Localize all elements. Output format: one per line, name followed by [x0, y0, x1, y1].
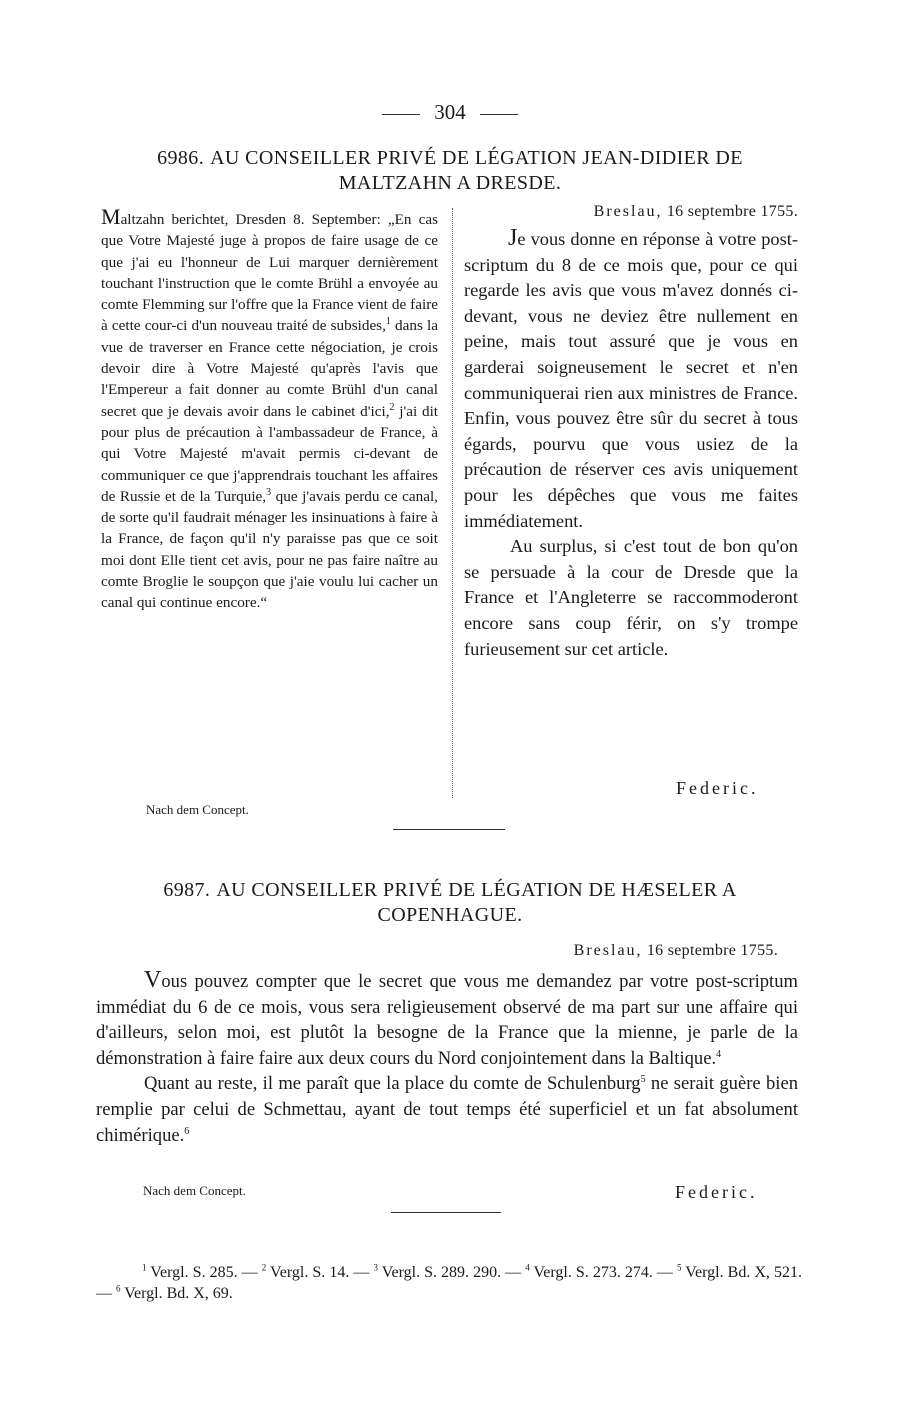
letter-initial: J — [508, 225, 518, 251]
footnote-mark: 6 — [116, 1283, 121, 1294]
signature: Federic. — [675, 1182, 758, 1202]
column-separator — [452, 208, 453, 798]
source-note: Nach dem Concept. — [146, 802, 249, 817]
dateline-place: Breslau, — [593, 203, 663, 220]
letter-heading: AU CONSEILLER PRIVÉ DE LÉGATION JEAN-DIDIER DE MALTZAHN A DRESDE. — [210, 147, 743, 194]
header-dash-right — [480, 114, 518, 115]
paragraph-text: ous pouvez compter que le secret que vous me demandez par votre post-scriptum immédiat du 6 de ce mois, vous sera religieusement observé de ma part sur une affaire qui d'ailleurs, selon moi, est plutôt la besogne de la France que la mienne, je parle de la démonstration à faire faire aux deux cours du Nord conjointement dans la Baltique. — [96, 971, 798, 1069]
footnote-text: Vergl. Bd. X, 521. — — [96, 1264, 802, 1302]
letter-title-6986 — [100, 146, 800, 196]
footnote-mark: 5 — [676, 1262, 682, 1273]
footnote-ref-4: 4 — [716, 1048, 722, 1060]
footnote-text: Vergl. S. 289. 290. — — [377, 1264, 526, 1281]
footnote — [525, 1264, 677, 1281]
paragraph-text: ne serait guère bien remplie par celui de Schmettau, ayant de tout temps été superficiel et un fat absolument chimérique. — [96, 1073, 798, 1146]
footnote-text: Vergl. S. 273. 274. — — [529, 1264, 677, 1281]
footnotes — [96, 1262, 802, 1304]
letter-paragraph: Au surplus, si c'est tout de bon qu'on se persuade à la cour de Dresde que la France et l'Angleterre se raccommoderont encore sans coup férir, on s'y trompe furieusement sur cet article. — [464, 536, 798, 659]
page-number: 304 — [434, 100, 466, 124]
footnote-mark: 2 — [261, 1262, 267, 1273]
source-note: Nach dem Concept. — [143, 1183, 246, 1198]
letter-number: 6987. — [163, 879, 211, 901]
letter-number: 6986. — [157, 147, 205, 169]
footnote-ref-5: 5 — [640, 1074, 646, 1086]
dateline-date: 16 septembre 1755. — [642, 942, 778, 959]
footnote-mark: 1 — [142, 1262, 147, 1273]
letter-paragraph — [96, 1071, 798, 1148]
signature: Federic. — [676, 778, 759, 798]
letter-paragraph — [464, 226, 798, 534]
dateline-place: Breslau, — [573, 942, 643, 959]
letter-paragraph — [96, 968, 798, 1071]
section-divider — [391, 1212, 501, 1213]
letter-body-6986 — [464, 203, 798, 662]
footnote — [373, 1264, 525, 1281]
letter-text — [464, 226, 798, 662]
paragraph-text: Quant au reste, il me paraît que la place du comte de Schulenburg — [144, 1073, 641, 1095]
footnote-ref-3: 3 — [266, 486, 272, 498]
summary-text: que j'avais perdu ce canal, de sorte qu'il faudrait ménager les insinuations à faire à la France, de façon qu'il n'y paraisse pas que ce soit moi dont Elle tient cet avis, pour ne pas faire naître au comte Broglie le soupçon que j'aie voulu lui cacher un canal qui continue encore.“ — [101, 487, 438, 612]
footnote — [142, 1264, 262, 1281]
section-divider — [393, 829, 505, 830]
footnote-text: Vergl. S. 285. — — [146, 1264, 262, 1281]
page-header — [0, 100, 900, 125]
summary-text: j'ai dit pour plus de précaution à l'ambassadeur de France, à qui Votre Majesté m'avait permis ci-devant de communiquer ce que j'apprendrais touchant les affaires de Russie et de la Turquie, — [101, 402, 439, 505]
footnote-ref-6: 6 — [184, 1125, 190, 1137]
letter-heading: AU CONSEILLER PRIVÉ DE LÉGATION DE HÆSELER A COPENHAGUE. — [216, 879, 737, 926]
summary-initial: M — [101, 204, 121, 229]
footnote — [116, 1285, 233, 1302]
dateline — [464, 203, 798, 221]
summary-text: altzahn berichtet, Dresden 8. September: „En cas que Votre Majesté juge à propos de faire usage de ce que j'ai eu l'honneur de Lui marquer dernièrement touchant l'instruction que le comte Brühl a envoyée au comte Flemming sur l'offre que la France vient de faire à cette cour-ci d'un nouveau traité de subsides, — [101, 211, 438, 335]
letter-title-6987 — [96, 878, 804, 928]
summary-text: dans la vue de traverser en France cette négociation, je crois devoir dire à Votre Majesté qu'après l'avis que l'Empereur a fait donner au comte Brühl d'un canal secret que je devais avoir dans le cabinet d'ici, — [101, 317, 438, 420]
footnote — [262, 1264, 374, 1281]
letter-initial: V — [144, 967, 162, 993]
footnote-mark: 4 — [525, 1262, 530, 1273]
footnote-ref-2: 2 — [389, 401, 395, 413]
footnote-text: Vergl. S. 14. — — [266, 1264, 374, 1281]
footnote-text: Vergl. Bd. X, 69. — [120, 1285, 233, 1302]
header-dash-left — [382, 114, 420, 115]
dateline — [522, 942, 778, 960]
letter-body-6987 — [96, 968, 798, 1148]
summary-paragraph — [101, 206, 438, 614]
dateline-date: 16 septembre 1755. — [662, 203, 798, 220]
footnote-mark: 3 — [373, 1262, 378, 1273]
footnote-ref-1: 1 — [385, 316, 391, 328]
paragraph-text: e vous donne en réponse à votre post-scriptum du 8 de ce mois que, pour ce qui regarde les avis que vous m'avez donnés ci-devant, vous ne deviez être nullement en peine, mais tout assuré que je vous en garderai soigneusement le secret et n'en communiquerai rien aux ministres de France. Enfin, vous pouvez être sûr du secret à tous égards, pourvu que vous usiez de la précaution de réserver ces avis uniquement pour les dépêches que vous me faites immédiatement. — [464, 229, 798, 531]
